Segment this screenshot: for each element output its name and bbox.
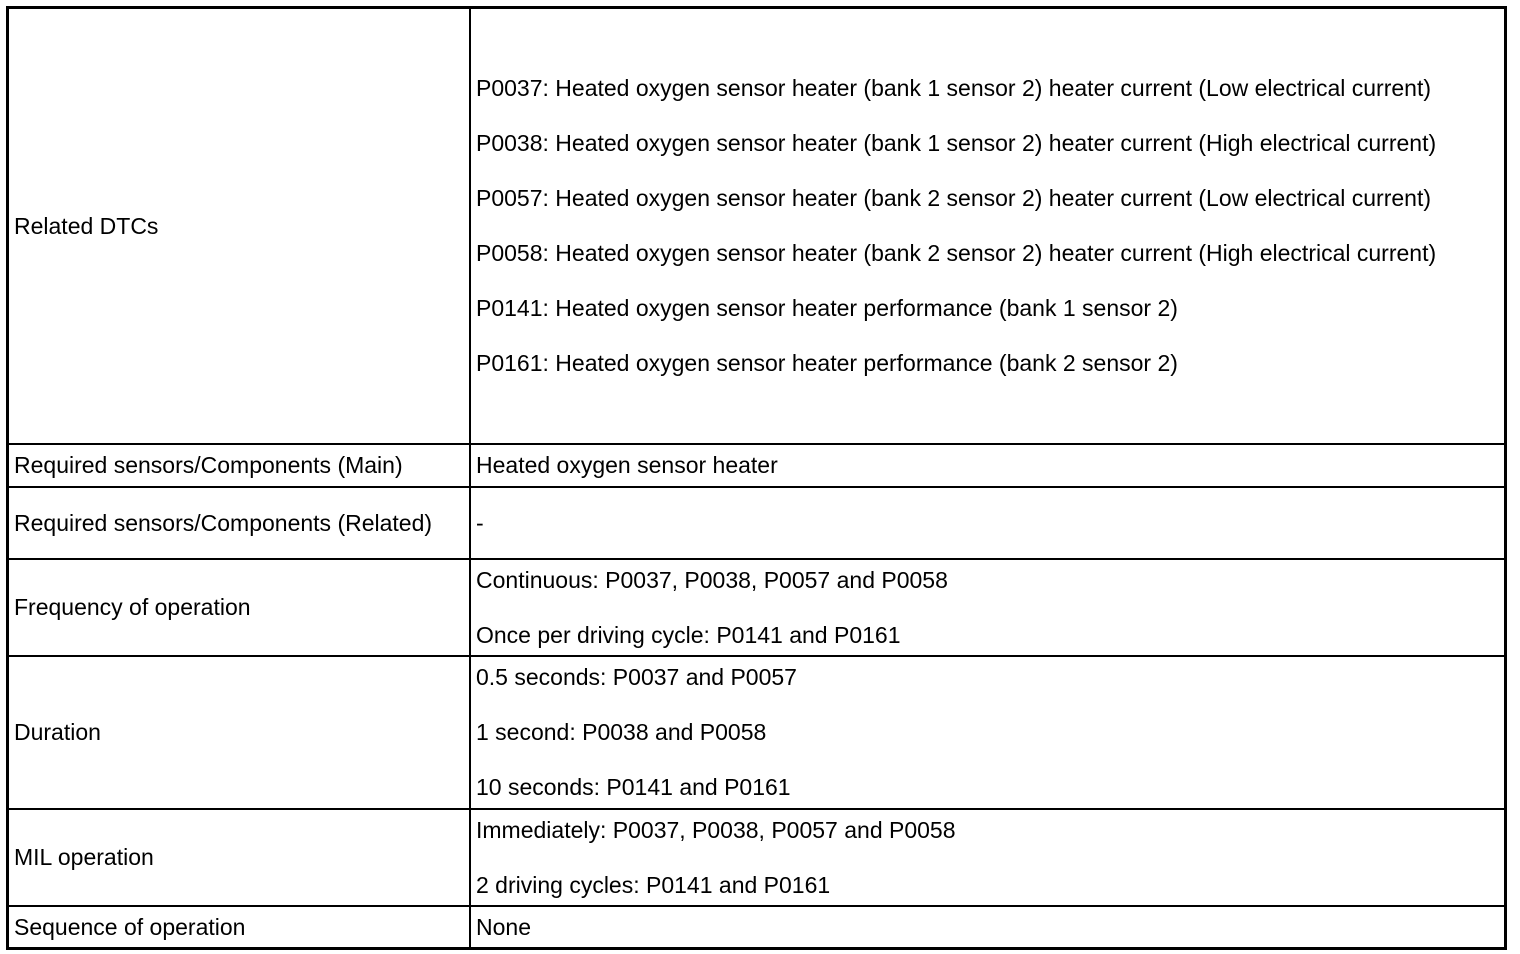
value-entry: 1 second: P0038 and P0058 [476,719,767,745]
table-row-sequence [8,906,1506,949]
row-label: Related DTCs [8,8,471,444]
table-row-required-main [8,444,1506,487]
table-row-duration [8,656,1506,809]
row-label: Required sensors/Components (Main) [8,444,471,487]
dtc-entry: P0058: Heated oxygen sensor heater (bank 2 sensor 2) heater current (High electrical current) [476,240,1437,267]
row-value [470,8,1506,444]
row-value [470,487,1506,559]
value-entry: - [476,509,484,536]
value-entry: 0.5 seconds: P0037 and P0057 [476,664,797,690]
dtc-entry: P0161: Heated oxygen sensor heater performance (bank 2 sensor 2) [476,350,1178,377]
row-value [470,656,1506,809]
table-row-mil-operation [8,809,1506,906]
row-label: Frequency of operation [8,559,471,656]
value-entry: Continuous: P0037, P0038, P0057 and P0058 [476,566,948,593]
table-row-frequency [8,559,1506,656]
value-entry: Heated oxygen sensor heater [476,452,778,478]
row-label: Sequence of operation [8,906,471,949]
value-entry: Once per driving cycle: P0141 and P0161 [476,621,901,648]
row-label: Required sensors/Components (Related) [8,487,471,559]
row-label: MIL operation [8,809,471,906]
table-row-required-related [8,487,1506,559]
table-row-related-dtcs [8,8,1506,444]
row-value [470,906,1506,949]
monitor-spec-table [6,6,1507,950]
dtc-entry: P0141: Heated oxygen sensor heater performance (bank 1 sensor 2) [476,295,1178,322]
value-entry: None [476,913,531,940]
value-entry: 10 seconds: P0141 and P0161 [476,774,791,800]
dtc-entry: P0037: Heated oxygen sensor heater (bank 1 sensor 2) heater current (Low electrical current) [476,75,1432,102]
row-label: Duration [8,656,471,809]
row-value [470,444,1506,487]
value-entry: Immediately: P0037, P0038, P0057 and P0058 [476,816,956,843]
row-value [470,559,1506,656]
row-value [470,809,1506,906]
dtc-entry: P0038: Heated oxygen sensor heater (bank 1 sensor 2) heater current (High electrical current) [476,130,1437,157]
value-entry: 2 driving cycles: P0141 and P0161 [476,871,831,898]
dtc-entry: P0057: Heated oxygen sensor heater (bank 2 sensor 2) heater current (Low electrical current) [476,185,1432,212]
